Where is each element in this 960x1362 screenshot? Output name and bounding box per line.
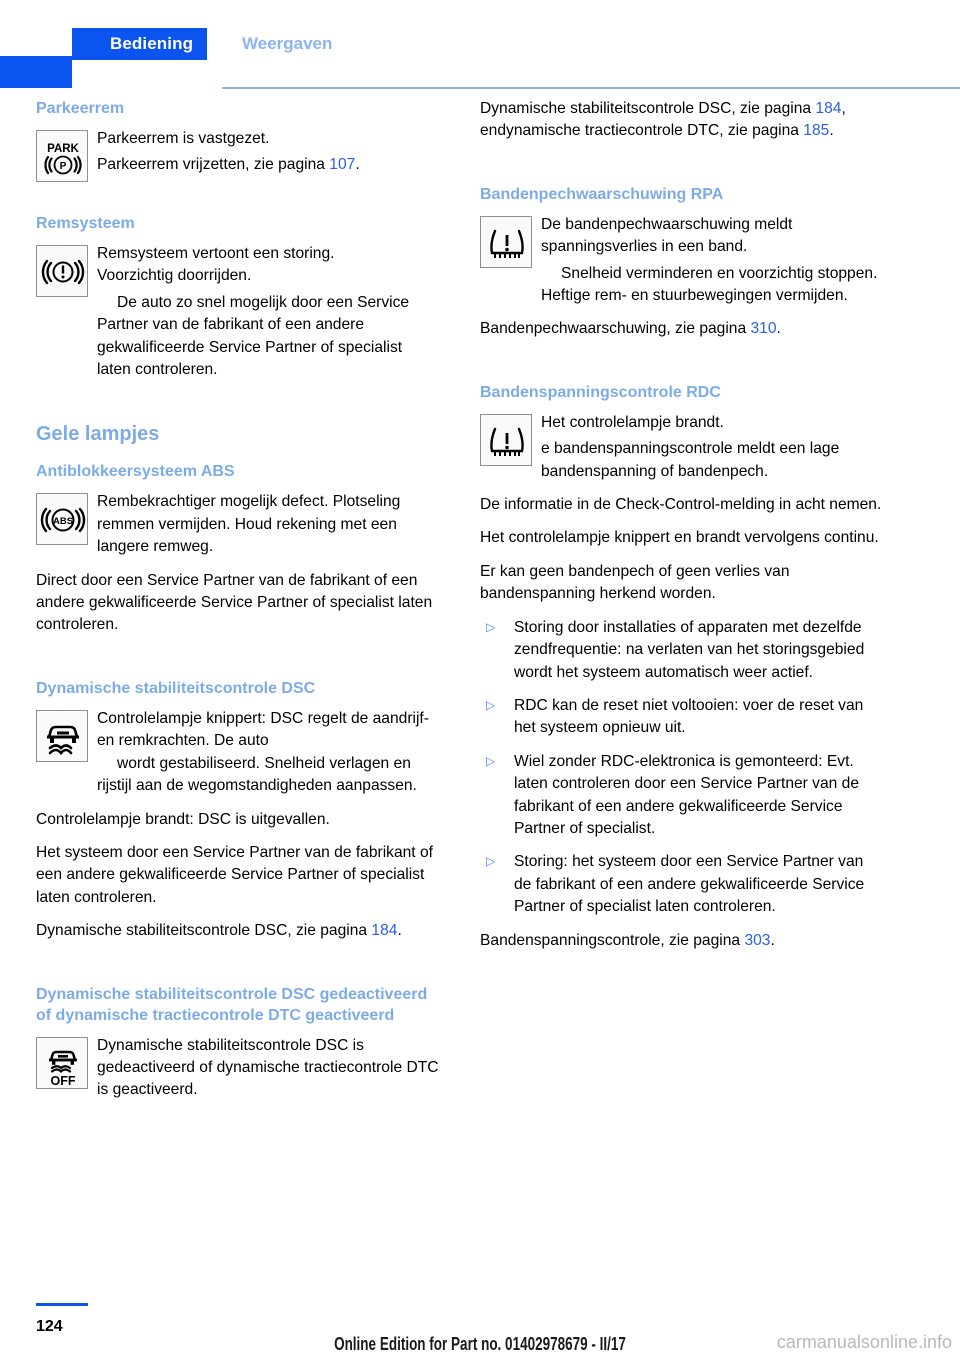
list-item bbox=[480, 617, 884, 684]
triangle-bullet-icon: ▷ bbox=[486, 697, 496, 712]
rpa-line2: Snelheid verminderen en voorzichtig stoppen. Heftige rem- en stuurbewegingen vermijden. bbox=[541, 264, 878, 305]
spacer bbox=[36, 195, 440, 213]
rdc-ref bbox=[480, 930, 884, 952]
dsc-para1: Controlelampje brandt: DSC is uitgevallen. bbox=[36, 810, 330, 828]
page-ref-184-left[interactable]: 184 bbox=[371, 922, 398, 940]
heading-rpa: Bandenpechwaarschuwing RPA bbox=[480, 185, 724, 203]
spacer bbox=[36, 392, 440, 422]
abs-block bbox=[36, 491, 440, 558]
rdc-para2: Het controlelampje knippert en brandt vervolgens continu. bbox=[480, 529, 879, 547]
dsc-refs-middle: , endynamische tractiecontrole DTC, zie pagina bbox=[480, 100, 846, 140]
rpa-block bbox=[480, 214, 884, 308]
dsc-off-block bbox=[36, 1035, 440, 1102]
triangle-bullet-icon: ▷ bbox=[486, 753, 496, 768]
heading-rdc: Bandenspanningscontrole RDC bbox=[480, 383, 721, 401]
heading-remsysteem: Remsysteem bbox=[36, 215, 135, 232]
spacer bbox=[36, 954, 440, 984]
heading-parkeerrem: Parkeerrem bbox=[36, 100, 125, 117]
remsysteem-para: De auto zo snel mogelijk door een Service Partner van de fabrikant of een andere gekwalificeerde Service Partner of specialist laten controleren. bbox=[97, 293, 410, 379]
triangle-bullet-icon: ▷ bbox=[486, 619, 496, 634]
heading-abs: Antiblokkeersysteem ABS bbox=[36, 463, 235, 481]
list-item bbox=[480, 851, 884, 918]
page-number: 124 bbox=[36, 1318, 63, 1335]
list-item-text: Storing: het systeem door een Service Partner van de fabrikant of een andere gekwalificeerde Service Partner of specialist laten controleren. bbox=[514, 853, 865, 916]
rdc-bullet-list bbox=[480, 617, 884, 919]
parkeerrem-line2-suffix: . bbox=[355, 156, 360, 174]
remsysteem-block bbox=[36, 243, 440, 381]
dsc-para3-suffix: . bbox=[397, 922, 402, 940]
dsc-block bbox=[36, 708, 440, 798]
rpa-line1: De bandenpechwaarschuwing meldt spanningsverlies in een band. bbox=[541, 215, 793, 256]
svg-text:PARK: PARK bbox=[47, 143, 79, 155]
dsc-icon bbox=[36, 710, 88, 762]
heading-dsc-off: Dynamische stabiliteitscontrole DSC gedeactiveerd of dynamische tractiecontrole DTC geactiveerd bbox=[36, 985, 428, 1024]
tire-pressure-icon bbox=[480, 216, 532, 268]
brake-warning-icon bbox=[36, 245, 88, 297]
svg-text:OFF: OFF bbox=[50, 1073, 76, 1088]
spacer bbox=[480, 154, 884, 184]
svg-text:P: P bbox=[59, 161, 67, 172]
header-divider bbox=[222, 87, 960, 89]
parkeerrem-block bbox=[36, 128, 440, 184]
rdc-ref-prefix: Bandenspanningscontrole, zie pagina bbox=[480, 931, 745, 949]
page-ref-310[interactable]: 310 bbox=[750, 320, 777, 338]
dsc-para3-prefix: Dynamische stabiliteitscontrole DSC, zie pagina bbox=[36, 922, 372, 940]
abs-para: Direct door een Service Partner van de fabrikant of een andere gekwalificeerde Service Partner of specialist laten controleren. bbox=[36, 571, 433, 634]
page-header bbox=[0, 28, 960, 60]
rpa-ref bbox=[480, 318, 884, 340]
watermark: carmanualsonline.info bbox=[776, 1332, 952, 1352]
rdc-line2: e bandenspanningscontrole meldt een lage bandenspanning of bandenpech. bbox=[541, 440, 840, 480]
spacer bbox=[36, 648, 440, 678]
tab-bediening[interactable]: Bediening bbox=[72, 28, 207, 60]
tab-weergaven[interactable]: Weergaven bbox=[242, 34, 333, 53]
list-item bbox=[480, 695, 884, 740]
parkeerrem-line2 bbox=[97, 154, 440, 176]
spacer bbox=[480, 352, 884, 382]
rdc-para3: Er kan geen bandenpech of geen verlies van bandenspanning herkend worden. bbox=[480, 562, 790, 603]
park-brake-icon bbox=[36, 130, 88, 182]
abs-line1: Rembekrachtiger mogelijk defect. Plotseling remmen vermijden. Houd rekening met een langere remweg. bbox=[97, 493, 401, 556]
rdc-line1: Het controlelampje brandt. bbox=[541, 413, 724, 431]
dsc-para3 bbox=[36, 920, 440, 942]
tire-pressure-icon bbox=[480, 414, 532, 466]
dsc-off-line1: Dynamische stabiliteitscontrole DSC is gedeactiveerd of dynamische tractiecontrole DTC is geactiveerd. bbox=[97, 1036, 439, 1099]
list-item-text: Wiel zonder RDC-elektronica is gemonteerd: Evt. laten controleren door een Service Partner van de fabrikant of een andere gekwalificeerde Service Partner of specialist. bbox=[514, 752, 860, 837]
dsc-line2: wordt gestabiliseerd. Snelheid verlagen en rijstijl aan de wegomstandigheden aanpassen. bbox=[97, 754, 417, 795]
dsc-off-icon bbox=[36, 1037, 88, 1089]
parkeerrem-line1: Parkeerrem is vastgezet. bbox=[97, 130, 270, 147]
left-column bbox=[36, 98, 440, 1113]
dsc-line1: Controlelampje knippert: DSC regelt de aandrijf- en remkrachten. De auto bbox=[97, 709, 429, 750]
remsysteem-line2: Voorzichtig doorrijden. bbox=[97, 267, 252, 285]
abs-icon bbox=[36, 493, 88, 545]
triangle-bullet-icon: ▷ bbox=[486, 854, 496, 869]
heading-dsc: Dynamische stabiliteitscontrole DSC bbox=[36, 679, 316, 697]
rdc-block bbox=[480, 412, 884, 483]
list-item bbox=[480, 751, 884, 841]
rdc-ref-suffix: . bbox=[770, 931, 775, 949]
page-ref-303[interactable]: 303 bbox=[744, 931, 771, 949]
right-column bbox=[480, 98, 884, 952]
rdc-para1: De informatie in de Check-Control-melding in acht nemen. bbox=[480, 496, 882, 514]
dsc-refs-prefix: Dynamische stabiliteitscontrole DSC, zie pagina bbox=[480, 100, 816, 117]
page-ref-107[interactable]: 107 bbox=[329, 156, 356, 174]
header-left-block bbox=[0, 56, 72, 88]
rpa-ref-prefix: Bandenpechwaarschuwing, zie pagina bbox=[480, 320, 751, 338]
list-item-text: RDC kan de reset niet voltooien: voer de reset van het systeem opnieuw uit. bbox=[514, 696, 864, 737]
dsc-refs bbox=[480, 98, 884, 143]
parkeerrem-line2-prefix: Parkeerrem vrijzetten, zie pagina bbox=[97, 156, 330, 174]
footer-divider bbox=[36, 1303, 88, 1306]
page-ref-185[interactable]: 185 bbox=[803, 122, 830, 140]
page-ref-184-right[interactable]: 184 bbox=[815, 100, 842, 117]
edition-text: Online Edition for Part no. 01402978679 - II/17 bbox=[334, 1334, 626, 1355]
list-item-text: Storing door installaties of apparaten met dezelfde zendfrequentie: na verlaten van het storingsgebied wordt het systeem automatisch weer actief. bbox=[514, 618, 865, 681]
remsysteem-line1: Remsysteem vertoont een storing. bbox=[97, 245, 335, 262]
heading-gele-lampjes: Gele lampjes bbox=[36, 423, 160, 446]
dsc-para2: Het systeem door een Service Partner van de fabrikant of een andere gekwalificeerde Service Partner of specialist laten controleren. bbox=[36, 843, 433, 906]
dsc-refs-suffix: . bbox=[829, 122, 834, 140]
rpa-ref-suffix: . bbox=[776, 320, 781, 338]
svg-text:ABS: ABS bbox=[52, 516, 74, 528]
